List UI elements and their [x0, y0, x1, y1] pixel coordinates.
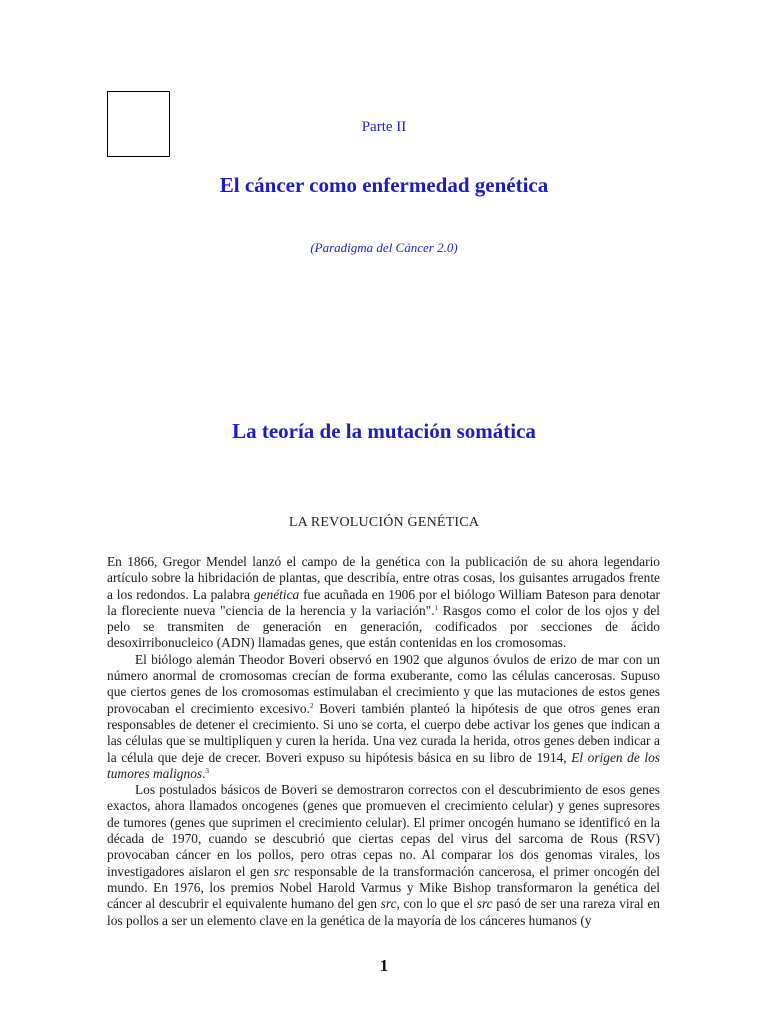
footnote-ref[interactable]: 1	[434, 603, 439, 612]
body-text	[107, 554, 660, 929]
text-run: responsable de la transformación cancerosa, el primer oncogén del mundo. En 1976, los premios Nobel Harold Varmus y Mike Bishop transformaron la genética del cáncer al descubrir el equivalente humano del gen	[107, 863, 660, 912]
text-run: .	[202, 765, 206, 781]
text-run: , con lo que el	[396, 896, 477, 912]
text-run: pasó de ser una rareza viral en los pollos a ser un elemento clave en la genética de la mayoría de los cánceres humanos (y	[107, 896, 661, 928]
footnote-ref[interactable]: 2	[309, 701, 314, 710]
gene-name: src	[476, 896, 493, 912]
paradigm-subtitle: (Paradigma del Cáncer 2.0)	[310, 240, 458, 255]
paragraph-3	[107, 782, 660, 929]
text-run: fue acuñada en 1906 por el biólogo William Bateson para denotar la floreciente nueva "ciencia de la herencia y la variación".	[107, 586, 660, 618]
part-title: El cáncer como enfermedad genética	[219, 173, 549, 197]
text-run: En 1866, Gregor Mendel lanzó el campo de la genética con la publicación de su ahora legendario artículo sobre la hibridación de plantas, que describía, entre otras cosas, los guisantes arrugados frente a los redondos. La palabra	[107, 554, 660, 602]
section-title: LA REVOLUCIÓN GENÉTICA	[288, 515, 480, 530]
text-run: Los postulados básicos de Boveri se demostraron correctos con el descubrimiento de esos genes exactos, ahora llamados oncogenes (genes que promueven el crecimiento celular) y genes supresores de tumores (genes que suprimen el crecimiento celular). El primer oncogén humano se identificó en la década de 1970, cuando se descubrió que ciertas cepas del virus del sarcoma de Rous (RSV) provocaban cáncer en los pollos, pero otras cepas no. Al comparar los dos genomas virales, los investigadores aislaron el gen	[107, 782, 660, 879]
paragraph-2	[107, 652, 660, 782]
emphasis-text: genética	[253, 586, 300, 602]
text-run: Boveri también planteó la hipótesis de que otros genes eran responsables de detener el crecimiento. Si uno se corta, el cuerpo debe activar los genes que indican a las células que se multipliquen y curen la herida. Una vez curada la herida, otros genes deben indicar a la célula que deje de crecer. Boveri expuso su hipótesis básica en su libro de 1914,	[107, 700, 660, 765]
gene-name: src	[380, 896, 397, 912]
gene-name: src	[273, 863, 290, 879]
footnote-ref[interactable]: 3	[205, 766, 209, 775]
text-run: Rasgos como el color de los ojos y del pelo se transmiten de generación en generación, codificados por secciones de ácido desoxirribonucleico (ADN) llamadas genes, que están contenidas en los cromosomas.	[107, 602, 660, 651]
page-number: 1	[379, 956, 389, 975]
text-run: El biólogo alemán Theodor Boveri observó en 1902 que algunos óvulos de erizo de mar con un número anormal de cromosomas crecían de forma exuberante, como las células cancerosas. Supuso que ciertos genes de los cromosomas estimulaban el crecimiento y que las mutaciones de estos genes provocaban el crecimiento excesivo.	[107, 651, 660, 716]
chapter-title: La teoría de la mutación somática	[232, 419, 536, 443]
paragraph-1	[107, 554, 660, 652]
part-label: Parte II	[361, 119, 407, 135]
book-title: El origen de los tumores malignos	[107, 749, 661, 781]
